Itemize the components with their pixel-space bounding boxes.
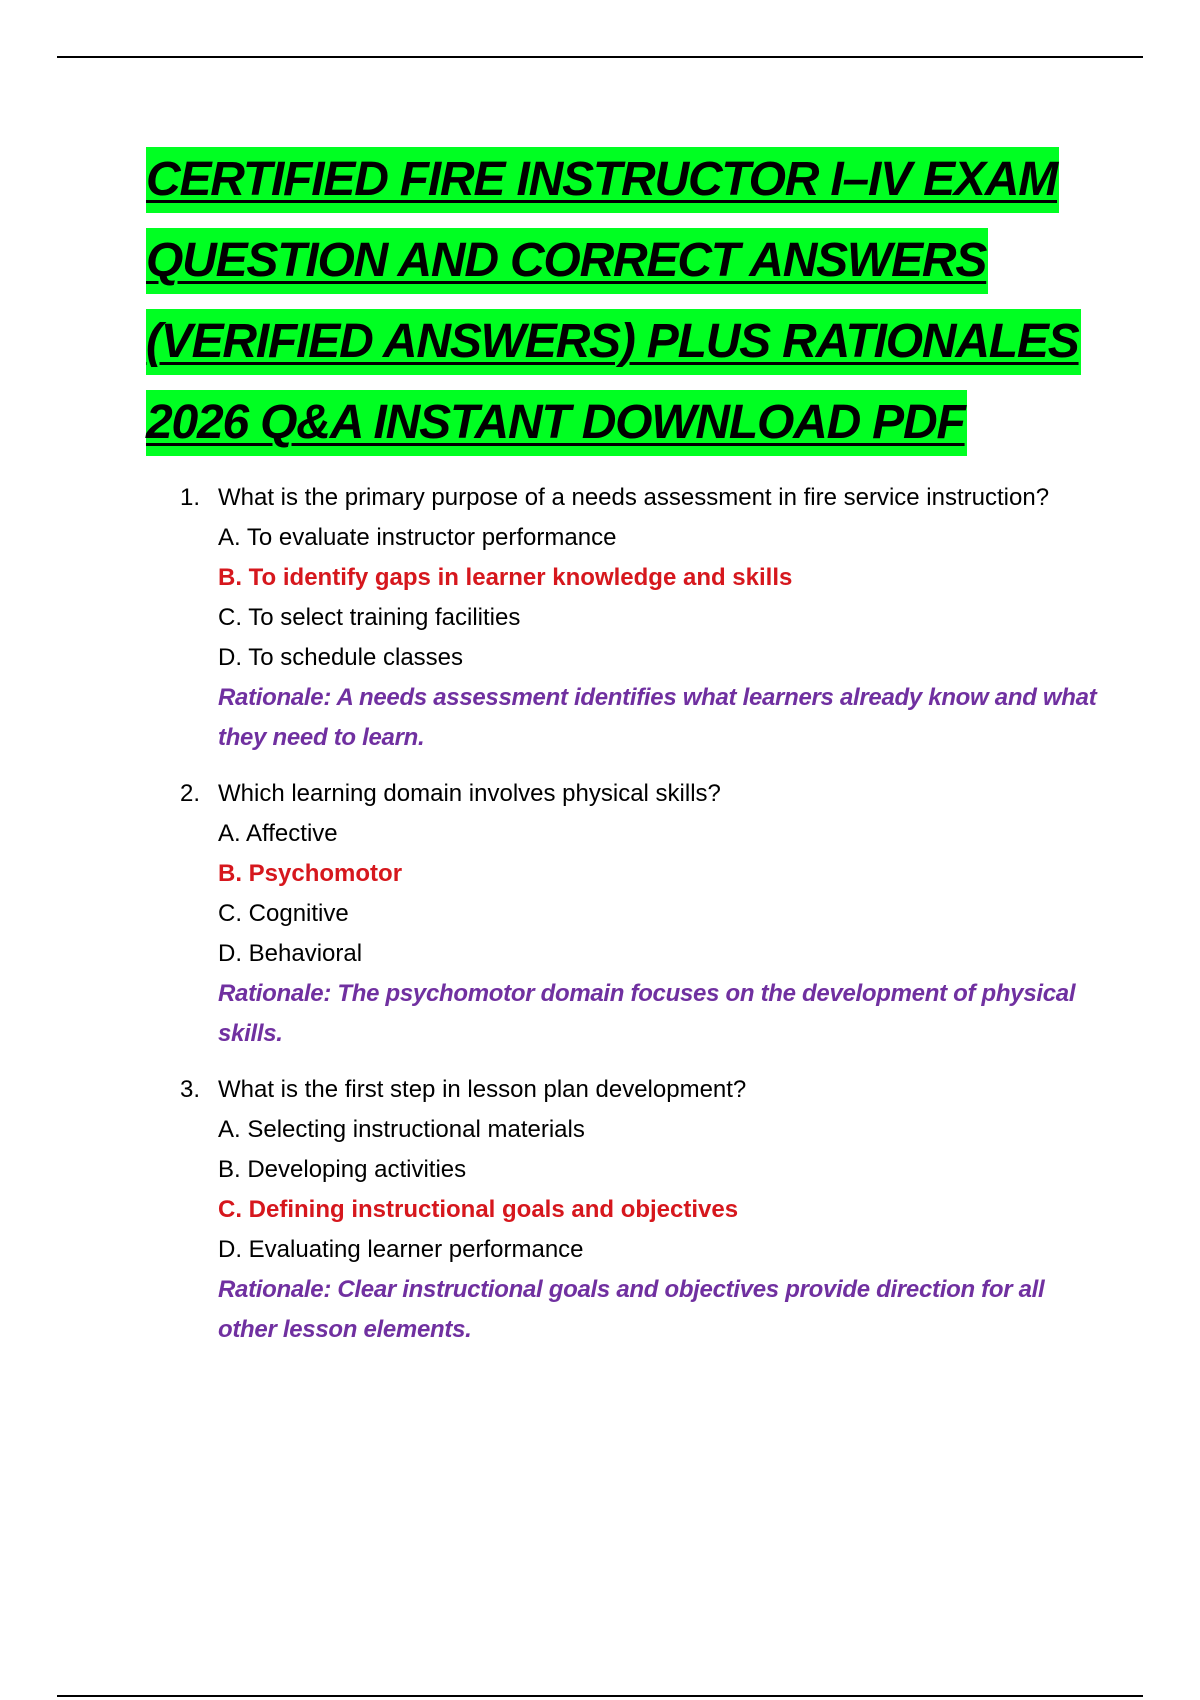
top-rule xyxy=(57,56,1143,58)
answer-option: C. Cognitive xyxy=(218,900,349,927)
answer-option: A. To evaluate instructor performance xyxy=(218,524,617,551)
question-number: 1. xyxy=(180,484,201,511)
rationale-text: Rationale: A needs assessment identifies what learners already know and what they need to learn. xyxy=(218,684,1097,751)
answer-option: D. Evaluating learner performance xyxy=(218,1236,584,1263)
question-item xyxy=(0,478,1200,758)
title-line: QUESTION AND CORRECT ANSWERS xyxy=(146,228,1106,309)
document-title xyxy=(146,147,1106,471)
correct-answer-option: B. To identify gaps in learner knowledge and skills xyxy=(218,564,793,591)
answer-option: D. Behavioral xyxy=(218,940,363,967)
question-item xyxy=(0,774,1200,1054)
question-list xyxy=(0,478,1200,1366)
answer-option: B. Developing activities xyxy=(218,1156,467,1183)
bottom-rule xyxy=(57,1695,1143,1697)
correct-answer-option: B. Psychomotor xyxy=(218,860,403,887)
answer-option: A. Selecting instructional materials xyxy=(218,1116,585,1143)
question-text: What is the primary purpose of a needs assessment in fire service instruction? xyxy=(218,484,1050,511)
correct-answer-option: C. Defining instructional goals and objectives xyxy=(218,1196,739,1223)
question-text: Which learning domain involves physical skills? xyxy=(218,780,721,807)
rationale-text: Rationale: The psychomotor domain focuses on the development of physical skills. xyxy=(218,980,1076,1047)
title-line: CERTIFIED FIRE INSTRUCTOR I–IV EXAM xyxy=(146,147,1106,228)
question-body xyxy=(218,478,1098,758)
question-body xyxy=(218,774,1098,1054)
question-item xyxy=(0,1070,1200,1350)
answer-option: C. To select training facilities xyxy=(218,604,521,631)
title-line: 2026 Q&A INSTANT DOWNLOAD PDF xyxy=(146,390,1106,471)
answer-option: D. To schedule classes xyxy=(218,644,464,671)
answer-option: A. Affective xyxy=(218,820,338,847)
question-number: 3. xyxy=(180,1076,201,1103)
question-number: 2. xyxy=(180,780,201,807)
title-line: (VERIFIED ANSWERS) PLUS RATIONALES xyxy=(146,309,1106,390)
rationale-text: Rationale: Clear instructional goals and objectives provide direction for all other lesson elements. xyxy=(218,1276,1045,1343)
question-text: What is the first step in lesson plan development? xyxy=(218,1076,747,1103)
question-body xyxy=(218,1070,1098,1350)
